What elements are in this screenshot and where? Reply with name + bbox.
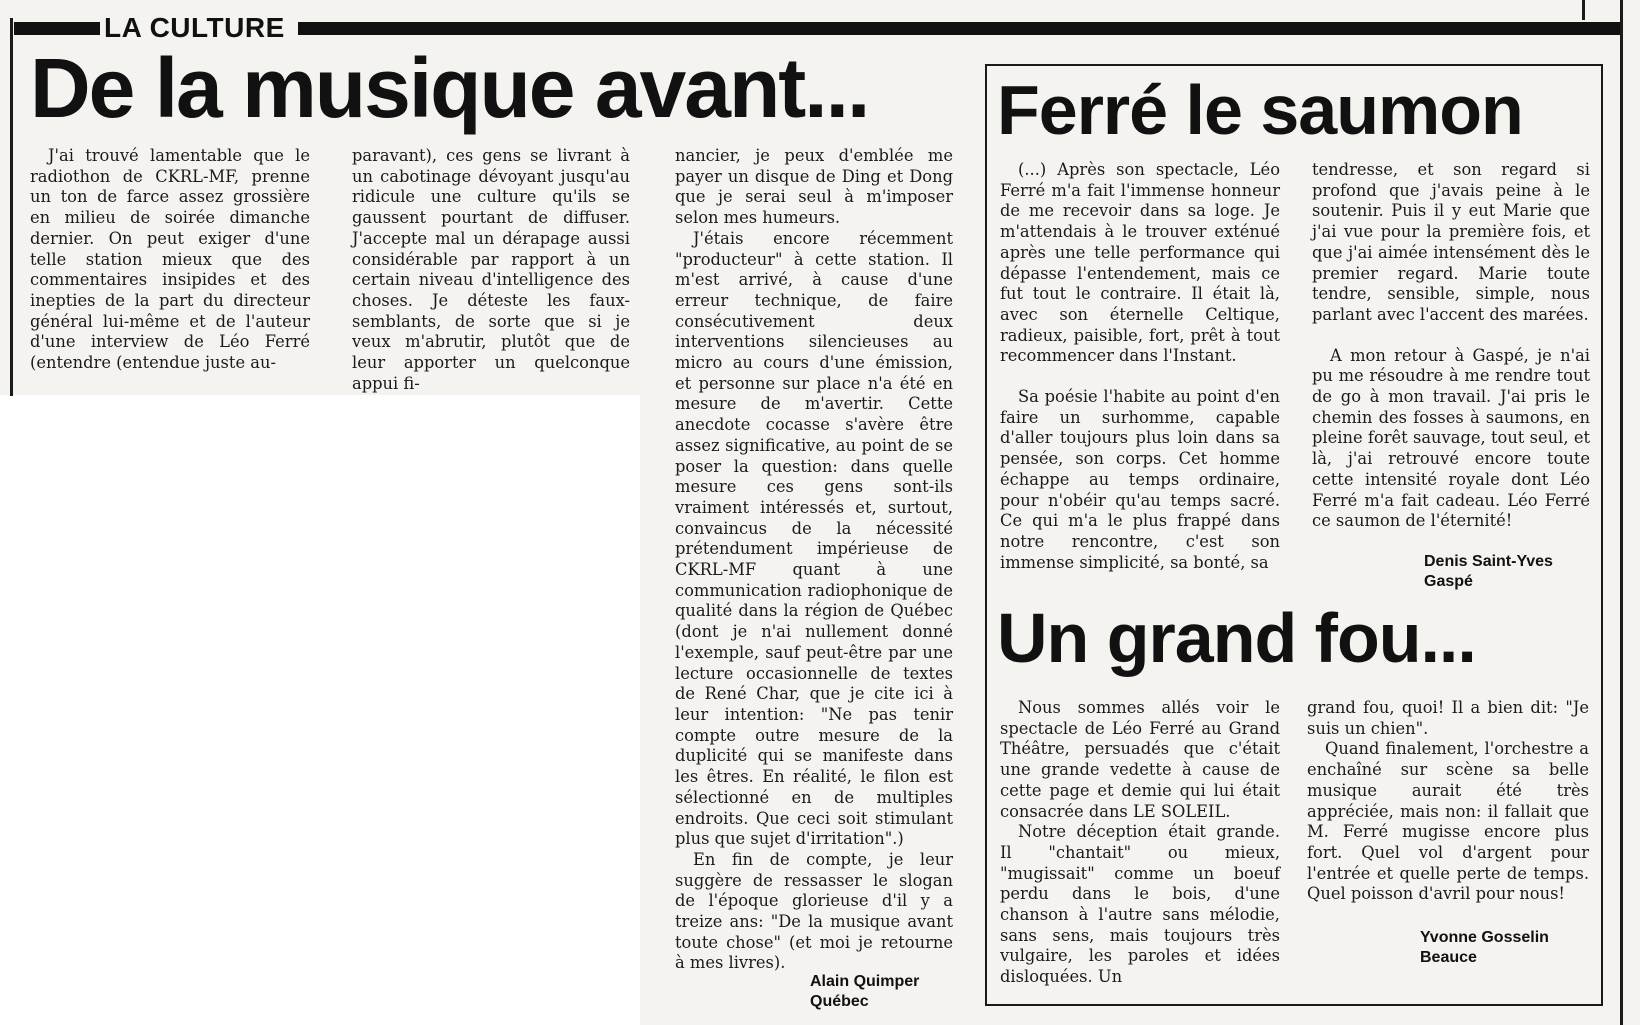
section-bar-left	[14, 22, 100, 35]
article1-paragraph: paravant), ces gens se livrant à un cabotinage dévoyant jusqu'au ridicule une culture qu'ils se gaussent pourtant de diffuser. J'accepte mal un dérapage aussi considérable par rapport à un certain niveau d'intelligence des choses. Je déteste les faux-semblants, de sorte que si je veux m'abrutir, plutôt que de leur apporter un quelconque appui fi-	[352, 146, 630, 393]
article2-headline: Ferré le saumon	[997, 71, 1523, 149]
article2-paragraph: tendresse, et son regard si profond que j'avais peine à le soutenir. Puis il y eut Marie que j'ai vue pour la première fois, et que j'ai aimée intensément dès le premier regard. Marie toute tendre, sensible, simple, nous parlant avec l'accent des marées.	[1312, 160, 1590, 324]
article2-paragraph: Sa poésie l'habite au point d'en faire un surhomme, capable d'aller toujours plus loin dans sa pensée, son corps. Cet homme échappe au temps ordinaire, pour n'obéir qu'au temps sacré. Ce qui m'a le plus frappé dans notre rencontre, c'est son immense simplicité, sa bonté, sa	[1000, 387, 1280, 572]
article1-column-1	[30, 146, 310, 374]
article1-column-2	[352, 146, 630, 394]
article2-column-2	[1312, 160, 1590, 532]
signature-city: Gaspé	[1424, 573, 1473, 590]
article2-paragraph: (...) Après son spectacle, Léo Ferré m'a fait l'immense honneur de me recevoir dans sa loge. Je m'attendais à le trouver exténué après une telle performance qui dépasse l'entendement, mais ce fut tout le contraire. Il était là, avec son éternelle Celtique, radieux, paisible, fort, prêt à tout recommencer dans l'Instant.	[1000, 160, 1280, 366]
article2-column-1	[1000, 160, 1280, 573]
article3-paragraph: Nous sommes allés voir le spectacle de Léo Ferré au Grand Théâtre, persuadés que c'était une grande vedette à cause de cette page et demie qui lui était consacrée dans LE SOLEIL.	[1000, 698, 1280, 821]
article3-headline: Un grand fou...	[997, 599, 1476, 677]
frame-rule-top-end	[1582, 0, 1585, 20]
article2-paragraph: A mon retour à Gaspé, je n'ai pu me résoudre à me rendre tout de go à mon travail. J'ai pris le chemin des fosses à saumons, en pleine forêt sauvage, tout seul, et là, j'ai retrouvé encore toute cette intensité royale dont Léo Ferré m'a fait cadeau. Léo Ferré ce saumon de l'éternité!	[1312, 345, 1590, 531]
article2-signature	[1424, 552, 1553, 592]
article3-column-2	[1307, 698, 1589, 905]
signature-name: Denis Saint-Yves	[1424, 553, 1553, 570]
article1-signature	[810, 972, 919, 1012]
article3-paragraph: Notre déception était grande. Il "chantait" ou mieux, "mugissait" comme un boeuf perdu dans le bois, d'une chanson à l'autre sans mélodie, sans sens, mais toujours très vulgaire, les paroles et idées disloquées. Un	[1000, 822, 1280, 987]
article1-column-3	[675, 146, 953, 974]
article1-paragraph: En fin de compte, je leur suggère de ressasser le slogan de l'époque glorieuse d'il y a treize ans: "De la musique avant toute chose" (et moi je retourne à mes livres).	[675, 849, 953, 973]
article1-paragraph: nancier, je peux d'emblée me payer un disque de Ding et Dong que je serai seul à m'imposer selon mes humeurs.	[675, 146, 953, 228]
frame-rule-right	[1620, 0, 1623, 1025]
signature-city: Québec	[810, 993, 869, 1010]
blank-area	[0, 395, 640, 1025]
signature-name: Yvonne Gosselin	[1420, 929, 1549, 946]
signature-name: Alain Quimper	[810, 973, 920, 990]
article1-paragraph: J'étais encore récemment "producteur" à cette station. Il m'est arrivé, à cause d'une erreur technique, de faire consécutivement deux interventions silencieuses au micro au cours d'une émission, et personne sur place n'a été en mesure de m'avertir. Cette anecdote cocasse s'avère être assez significative, au point de se poser la question: dans quelle mesure ces gens sont-ils vraiment intéressés et, surtout, convaincus de la nécessité prétendument impérieuse de CKRL-MF quant à une communication radiophonique de qualité dans la région de Québec (dont je n'ai nullement donné l'exemple, sauf peut-être par une lecture occasionnelle de textes de René Char, que je cite ici à leur intention: "Ne pas tenir compte outre mesure de la duplicité qui se manifeste dans les êtres. En réalité, le filon est sélectionné en de multiples endroits. Que ceci soit stimulant plus que sujet d'irritation".)	[675, 228, 953, 849]
frame-rule-left	[10, 18, 13, 396]
signature-city: Beauce	[1420, 949, 1477, 966]
article3-paragraph: Quand finalement, l'orchestre a enchaîné sur scène sa belle musique aurait été très appréciée, mais non: il fallait que M. Ferré mugisse encore plus fort. Quel vol d'argent pour l'entrée et quelle perte de temps. Quel poisson d'avril pour nous!	[1307, 739, 1589, 904]
article1-headline: De la musique avant...	[30, 41, 869, 135]
article3-paragraph: grand fou, quoi! Il a bien dit: "Je suis un chien".	[1307, 698, 1589, 738]
article3-column-1	[1000, 698, 1280, 988]
article1-paragraph: J'ai trouvé lamentable que le radiothon de CKRL-MF, prenne un ton de farce assez grossière en milieu de soirée dimanche dernier. On peut exiger d'une telle station mieux que des commentaires insipides et des inepties de la part du directeur général lui-même et de l'auteur d'une interview de Léo Ferré (entendre (entendue juste au-	[30, 146, 310, 373]
article3-signature	[1420, 928, 1549, 968]
section-bar-right	[298, 22, 1620, 35]
section-label: LA CULTURE	[104, 12, 285, 43]
